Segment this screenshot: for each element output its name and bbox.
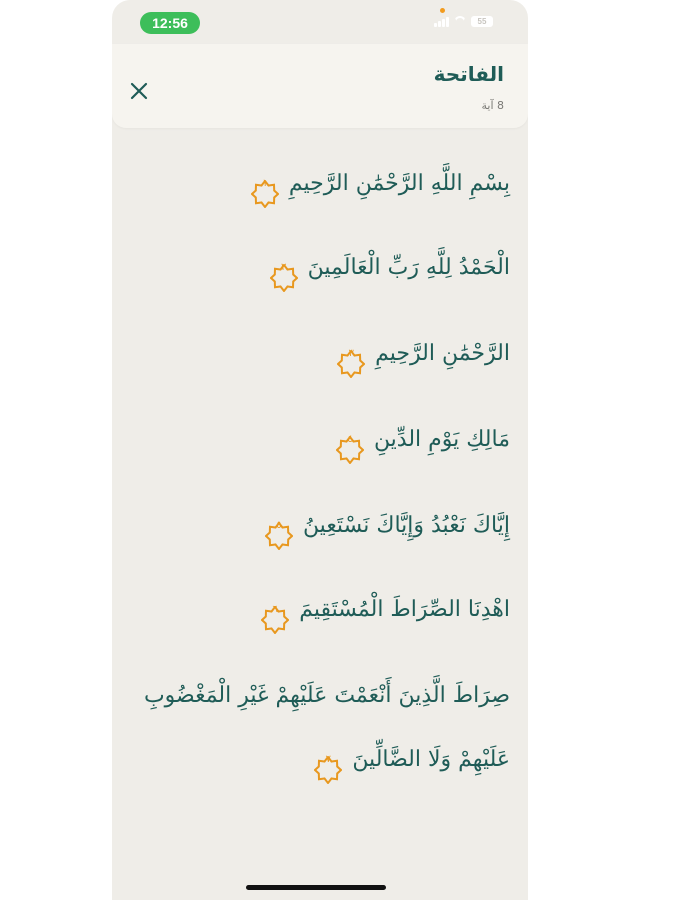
ayah-number: ٦ — [272, 604, 278, 615]
verse-text: الرَّحْمَٰنِ الرَّحِيمِ — [375, 341, 510, 366]
ayah-marker-icon — [261, 596, 289, 624]
status-time: 12:56 — [140, 12, 200, 34]
ayah-count: 8 آية — [481, 99, 504, 112]
phone-screen — [112, 0, 528, 900]
ayah-marker-icon — [336, 426, 364, 454]
verse-text: مَالِكِ يَوْمِ الدِّينِ — [373, 427, 510, 452]
status-icons — [434, 16, 493, 27]
ayah-number: ٣ — [348, 348, 354, 359]
verse-text: بِسْمِ اللَّهِ الرَّحْمَٰنِ الرَّحِيمِ — [288, 171, 510, 196]
verse-7[interactable] — [140, 664, 510, 792]
verse-4[interactable] — [326, 408, 510, 472]
close-button[interactable] — [126, 78, 152, 104]
verse-text: اهْدِنَا الصِّرَاطَ الْمُسْتَقِيمَ — [299, 597, 510, 622]
ayah-marker-icon — [314, 746, 342, 774]
surah-header — [112, 44, 528, 128]
verse-text: الْحَمْدُ لِلَّهِ رَبِّ الْعَالَمِينَ — [307, 255, 510, 280]
verse-text: إِيَّاكَ نَعْبُدُ وَإِيَّاكَ نَسْتَعِينُ — [302, 513, 510, 538]
surah-title: الفاتحة — [433, 62, 504, 86]
ayah-marker-icon — [265, 512, 293, 540]
signal-icon — [434, 16, 449, 27]
ayah-number: ٥ — [276, 520, 282, 531]
verse-list — [112, 128, 528, 868]
ayah-marker-icon — [251, 170, 279, 198]
verse-text: صِرَاطَ الَّذِينَ أَنْعَمْتَ عَلَيْهِمْ غَيْرِ الْمَغْضُوبِ عَلَيْهِمْ وَلَا الضَّالِّينَ — [143, 683, 510, 772]
verse-3[interactable] — [327, 322, 510, 386]
ayah-number: ٧ — [325, 754, 331, 765]
verse-1[interactable] — [241, 152, 510, 216]
verse-6[interactable] — [251, 578, 510, 642]
ayah-number: ١ — [262, 178, 268, 189]
status-bar — [112, 0, 528, 44]
verse-2[interactable] — [260, 236, 510, 300]
battery-icon: 55 — [471, 16, 493, 27]
ayah-number: ٤ — [347, 434, 353, 445]
close-icon — [126, 78, 152, 104]
ayah-number: ٢ — [280, 262, 287, 273]
ayah-marker-icon — [337, 340, 365, 368]
verse-5[interactable] — [255, 494, 510, 558]
ayah-marker-icon — [270, 254, 298, 282]
wifi-icon — [453, 16, 467, 27]
privacy-dot-icon — [440, 8, 445, 13]
home-indicator[interactable] — [246, 885, 386, 890]
